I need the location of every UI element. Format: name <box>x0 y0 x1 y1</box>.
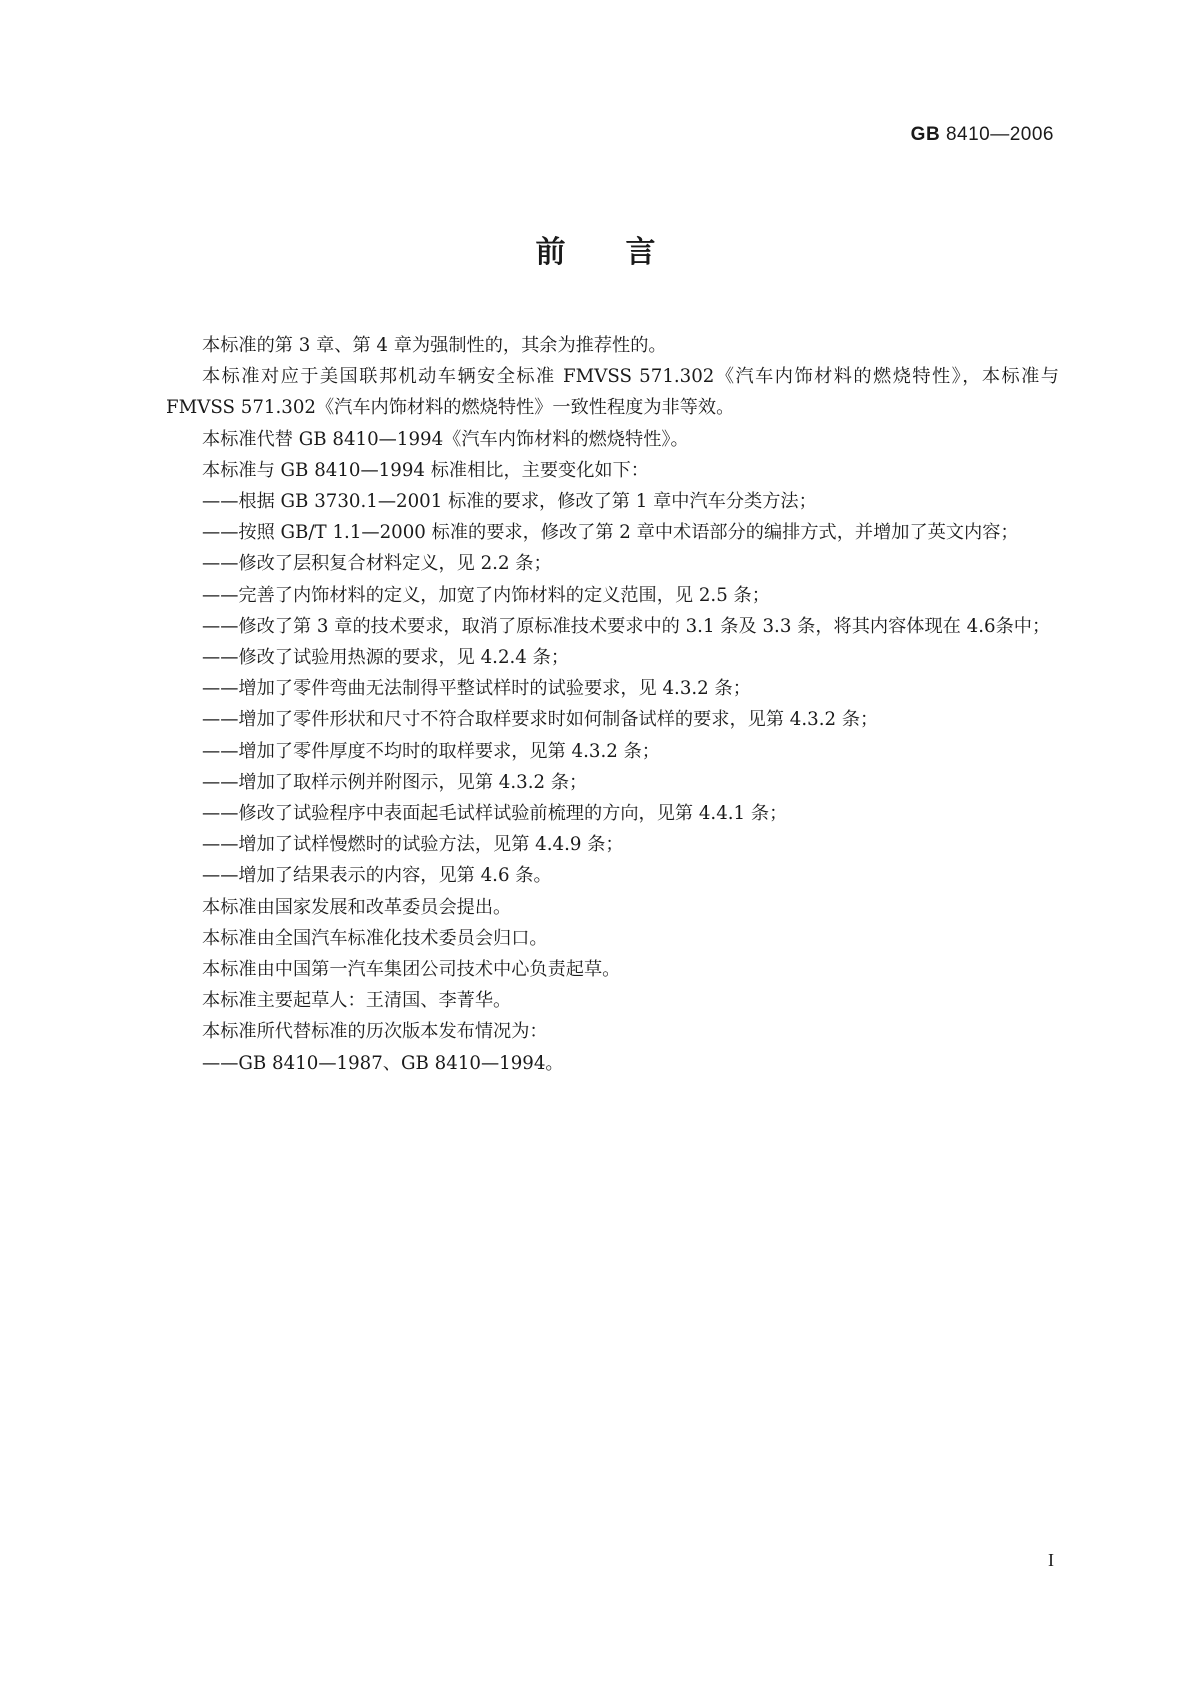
paragraph: 本标准由全国汽车标准化技术委员会归口。 <box>202 927 548 949</box>
paragraph: 本标准所代替标准的历次版本发布情况为： <box>202 1021 548 1043</box>
paragraph: 本标准与 GB 8410—1994 标准相比，主要变化如下： <box>202 459 649 481</box>
paragraph: 本标准主要起草人：王清国、李菁华。 <box>202 990 512 1012</box>
history-item: ——GB 8410—1987、GB 8410—1994。 <box>202 1052 564 1074</box>
paragraph: 本标准由中国第一汽车集团公司技术中心负责起草。 <box>202 959 621 981</box>
change-item: ——修改了第 3 章的技术要求，取消了原标准技术要求中的 3.1 条及 3.3 条，将其内容体现在 4.6条中； <box>202 615 1051 637</box>
change-item: ——增加了零件厚度不均时的取样要求，见第 4.3.2 条； <box>202 740 660 762</box>
paragraph: 本标准对应于美国联邦机动车辆安全标准 FMVSS 571.302《汽车内饰材料的燃烧特性》，本标准与FMVSS 571.302《汽车内饰材料的燃烧特性》一致性程度为非等效。 <box>166 366 1059 419</box>
change-item: ——根据 GB 3730.1—2001 标准的要求，修改了第 1 章中汽车分类方法； <box>202 491 817 513</box>
standard-number: 8410—2006 <box>945 124 1054 145</box>
change-item: ——按照 GB/T 1.1—2000 标准的要求，修改了第 2 章中术语部分的编排方式，并增加了英文内容； <box>202 522 1019 544</box>
paragraph: 本标准由国家发展和改革委员会提出。 <box>202 896 512 918</box>
change-item: ——增加了零件形状和尺寸不符合取样要求时如何制备试样的要求，见第 4.3.2 条； <box>202 709 879 731</box>
page-number: I <box>1048 1550 1054 1570</box>
change-item: ——增加了零件弯曲无法制得平整试样时的试验要求，见 4.3.2 条； <box>202 678 751 700</box>
standard-prefix: GB <box>910 124 941 145</box>
change-item: ——增加了试样慢燃时的试验方法，见第 4.4.9 条； <box>202 834 624 856</box>
paragraph: 本标准的第 3 章、第 4 章为强制性的，其余为推荐性的。 <box>202 335 667 356</box>
standard-code <box>911 124 1054 146</box>
page-title: 前言 <box>535 235 716 270</box>
change-item: ——修改了层积复合材料定义，见 2.2 条； <box>202 553 552 575</box>
change-item: ——修改了试验用热源的要求，见 4.2.4 条； <box>202 647 570 669</box>
change-item: ——修改了试验程序中表面起毛试样试验前梳理的方向，见第 4.4.1 条； <box>202 803 788 825</box>
change-item: ——完善了内饰材料的定义，加宽了内饰材料的定义范围，见 2.5 条； <box>202 584 770 606</box>
change-item: ——增加了结果表示的内容，见第 4.6 条。 <box>202 865 552 887</box>
paragraph: 本标准代替 GB 8410—1994《汽车内饰材料的燃烧特性》。 <box>202 428 689 450</box>
change-item: ——增加了取样示例并附图示，见第 4.3.2 条； <box>202 771 588 793</box>
document-body <box>166 330 1059 1079</box>
